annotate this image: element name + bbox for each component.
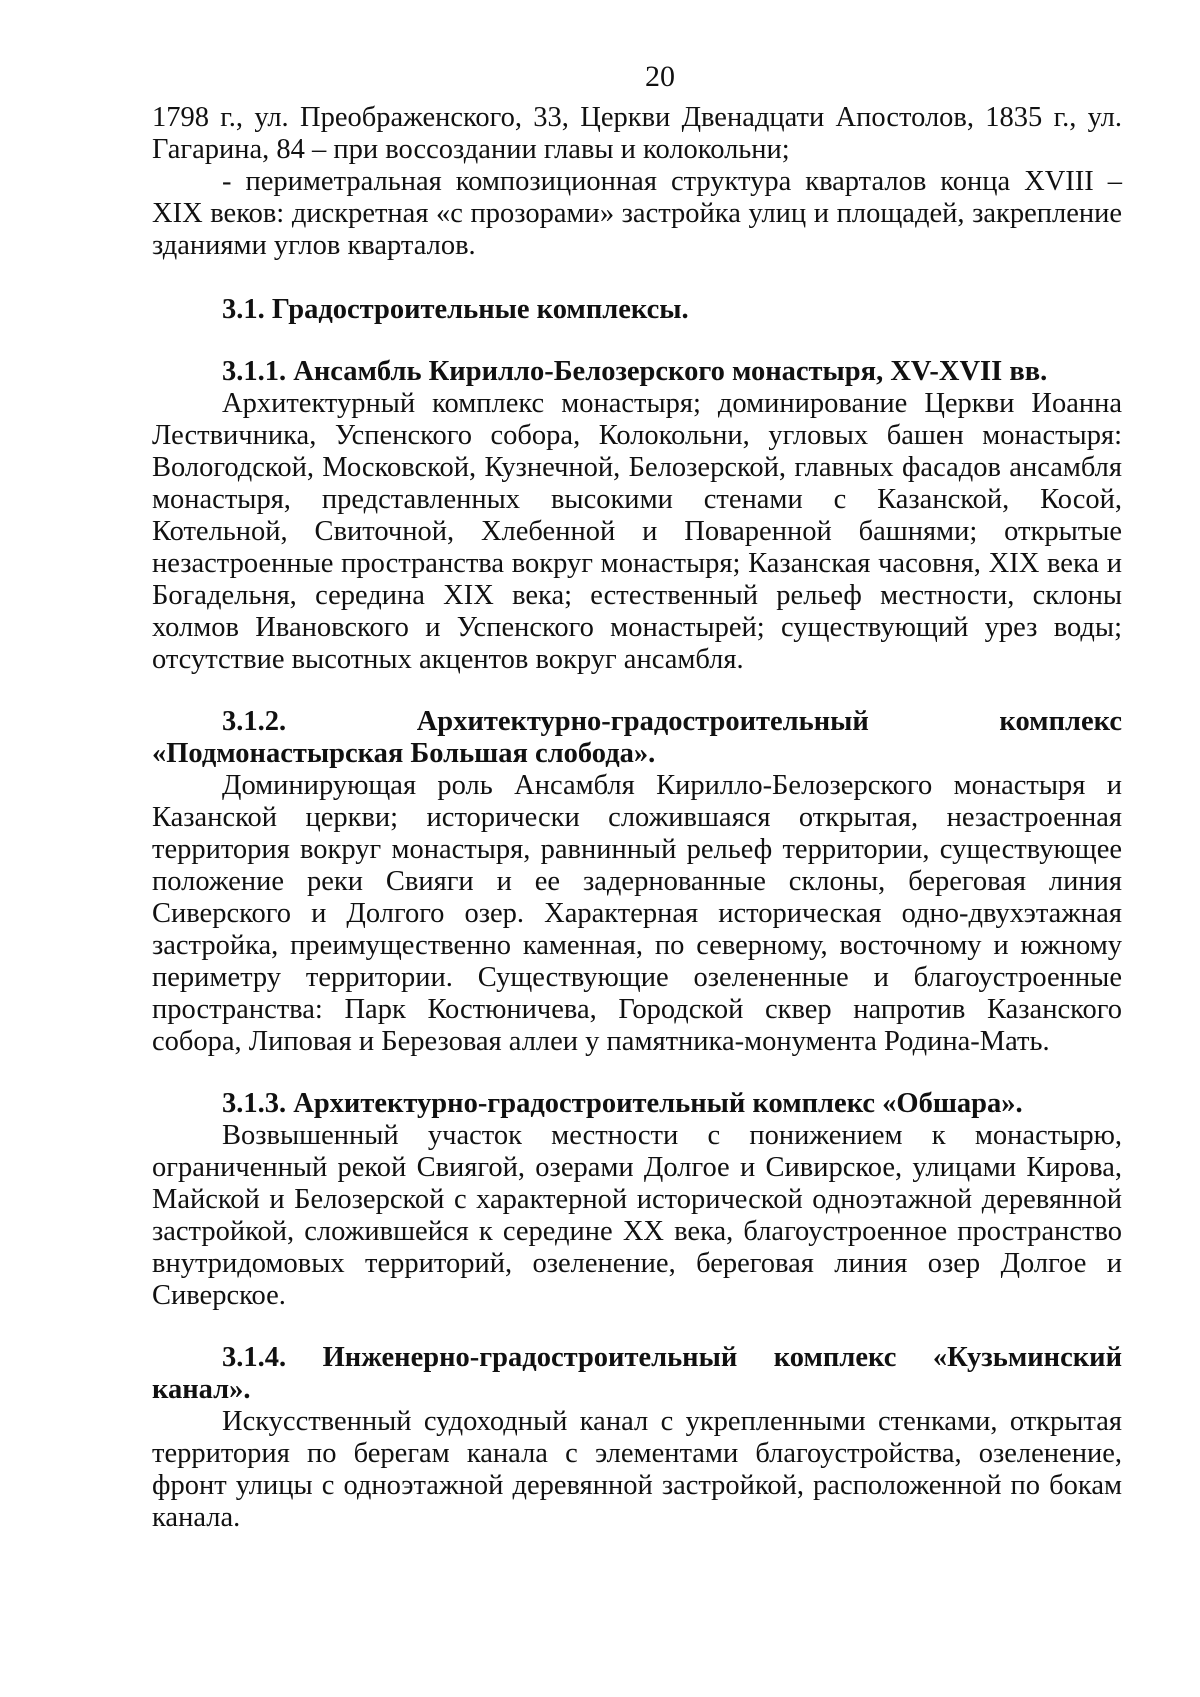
subsection-2-text: Доминирующая роль Ансамбля Кирилло-Белозерского монастыря и Казанской церкви; исторически сложившаяся открытая, незастроенная территория вокруг монастыря, равнинный рельеф территории, существующее положение реки Свияги и ее задернованные склоны, береговая линия Сиверского и Долгого озер. Характерная историческая одно-двухэтажная застройка, преимущественно каменная, по северному, восточному и южному периметру территории. Существующие озелененные и благоустроенные пространства: Парк Костюничева, Городской сквер напротив Казанского собора, Липовая и Березовая аллеи у памятника-монумента Родина-Мать. (152, 770, 1122, 1057)
subsection-4-text: Искусственный судоходный канал с укрепленными стенками, открытая территория по берегам канала с элементами благоустройства, озеленение, фронт улицы с одноэтажной деревянной застройкой, расположенной по бокам канала. (152, 1406, 1122, 1533)
subsection-1-title: 3.1.1. Ансамбль Кирилло-Белозерского монастыря, XV-XVII вв. (222, 356, 1048, 387)
intro-paragraph-1: 1798 г., ул. Преображенского, 33, Церкви Двенадцати Апостолов, 1835 г., ул. Гагарина, 84 – при воссоздании главы и колокольни; (152, 102, 1122, 165)
subsection-3-title: 3.1.3. Архитектурно-градостроительный комплекс «Обшара». (222, 1088, 1023, 1119)
intro-paragraph-2: - периметральная композиционная структура кварталов конца XVIII – XIX веков: дискретная «с прозорами» застройка улиц и площадей, закрепление зданиями углов кварталов. (152, 166, 1122, 261)
subsection-3-text: Возвышенный участок местности с понижением к монастырю, ограниченный рекой Свиягой, озерами Долгое и Сивирское, улицами Кирова, Майской и Белозерской с характерной исторической одноэтажной деревянной застройкой, сложившейся к середине XX века, благоустроенное пространство внутридомовых территорий, озеленение, береговая линия озер Долгое и Сиверское. (152, 1120, 1122, 1311)
subsection-2-title: 3.1.2. Архитектурно-градостроительный комплекс «Подмонастырская Большая слобода». (152, 706, 1122, 769)
subsection-4-title: 3.1.4. Инженерно-градостроительный комплекс «Кузьминский канал». (152, 1342, 1122, 1405)
document-body (152, 102, 1122, 1534)
subsection-1-text: Архитектурный комплекс монастыря; доминирование Церкви Иоанна Лествичника, Успенского собора, Колокольни, угловых башен монастыря: Вологодской, Московской, Кузнечной, Белозерской, главных фасадов ансамбля монастыря, представленных высокими стенами с Казанской, Косой, Котельной, Свиточной, Хлебенной и Поваренной башнями; открытые незастроенные пространства вокруг монастыря; Казанская часовня, XIX века и Богадельня, середина XIX века; естественный рельеф местности, склоны холмов Ивановского и Успенского монастырей; существующий урез воды; отсутствие высотных акцентов вокруг ансамбля. (152, 388, 1122, 675)
page-number: 20 (645, 60, 675, 93)
section-title: 3.1. Градостроительные комплексы. (222, 294, 689, 325)
